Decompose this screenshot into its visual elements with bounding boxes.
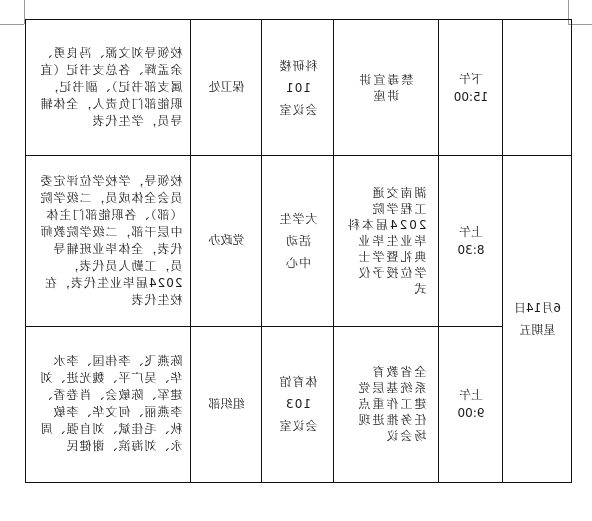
topic-line: 毕业生毕业 xyxy=(355,233,426,248)
topic-line: 全省教育 xyxy=(369,365,426,380)
department-cell: 党政办 xyxy=(191,156,262,326)
date-cell xyxy=(503,156,572,483)
venue-line: 科研楼 xyxy=(278,58,318,73)
topic-line: 式 xyxy=(411,281,426,296)
department-cell: 组织部 xyxy=(191,326,262,482)
table-row xyxy=(26,326,572,482)
time-line: 8:30 xyxy=(457,242,484,257)
topic-line: 工程学院 xyxy=(369,201,426,216)
time-line: 15:00 xyxy=(453,89,488,104)
venue-line: 活动 xyxy=(284,233,311,248)
table-row xyxy=(26,156,572,326)
venue-line: 大学生 xyxy=(278,211,318,226)
table-row xyxy=(26,20,572,156)
topic-line: 任务推进现 xyxy=(355,413,426,428)
time-cell xyxy=(439,326,503,482)
topic-cell xyxy=(334,156,439,326)
topic-line: 2024届本科 xyxy=(345,217,426,232)
time-line: 上午 xyxy=(458,224,483,239)
participants-cell: 校领导刘文源、冯良勇、余孟辉、各总支书记（直属支部书记）、副书记，职能部门负责人，全体辅导员，学生代表 xyxy=(26,20,191,156)
venue-line: 103 xyxy=(284,397,311,412)
venue-cell xyxy=(262,20,334,156)
weekday-label: 星期五 xyxy=(519,323,556,338)
venue-line: 会议室 xyxy=(278,102,318,117)
topic-line: 建工作重点 xyxy=(355,397,426,412)
topic-line: 禁毒宣讲 xyxy=(357,72,414,87)
participants-cell: 陈燕飞、李伟国、李水华、吴广平、魏光进、刘建军、陈敏会、肖卷香、李燕丽、何文华、李敏秋、毛佳斌、刘自强、周永、刘海滨、谢健民 xyxy=(26,326,191,482)
empty-cell xyxy=(503,20,572,156)
department-cell: 保卫处 xyxy=(191,20,262,156)
corner-mark-top-left-h xyxy=(0,24,24,25)
topic-cell xyxy=(334,326,439,482)
venue-line: 体育馆 xyxy=(278,375,318,390)
time-line: 上午 xyxy=(458,388,483,403)
topic-line: 学位授予仪 xyxy=(355,265,426,280)
topic-line: 场会议 xyxy=(383,429,426,444)
time-cell xyxy=(439,156,503,326)
topic-line: 典礼暨学士 xyxy=(355,249,426,264)
schedule-table xyxy=(25,19,572,483)
participants-cell: 校领导，学校学位评定委员会全体成员，二级学院（部）、各职能部门主体中层干部，二级学院教师代表，全体毕业班辅导员，工勤人员代表，2024届毕业生代表，在校生代表 xyxy=(26,156,191,326)
venue-line: 101 xyxy=(284,80,311,95)
time-line: 下午 xyxy=(458,71,483,86)
topic-line: 湖南交通 xyxy=(369,185,426,200)
venue-cell xyxy=(262,326,334,482)
time-cell xyxy=(439,20,503,156)
date-label: 6月14日 xyxy=(513,301,561,316)
time-line: 9:00 xyxy=(457,406,484,421)
topic-line: 系统基层党 xyxy=(355,381,426,396)
topic-line: 讲座 xyxy=(371,88,400,103)
venue-cell xyxy=(262,156,334,326)
venue-line: 会议室 xyxy=(278,419,318,434)
venue-line: 中心 xyxy=(284,255,311,270)
topic-cell xyxy=(334,20,439,156)
